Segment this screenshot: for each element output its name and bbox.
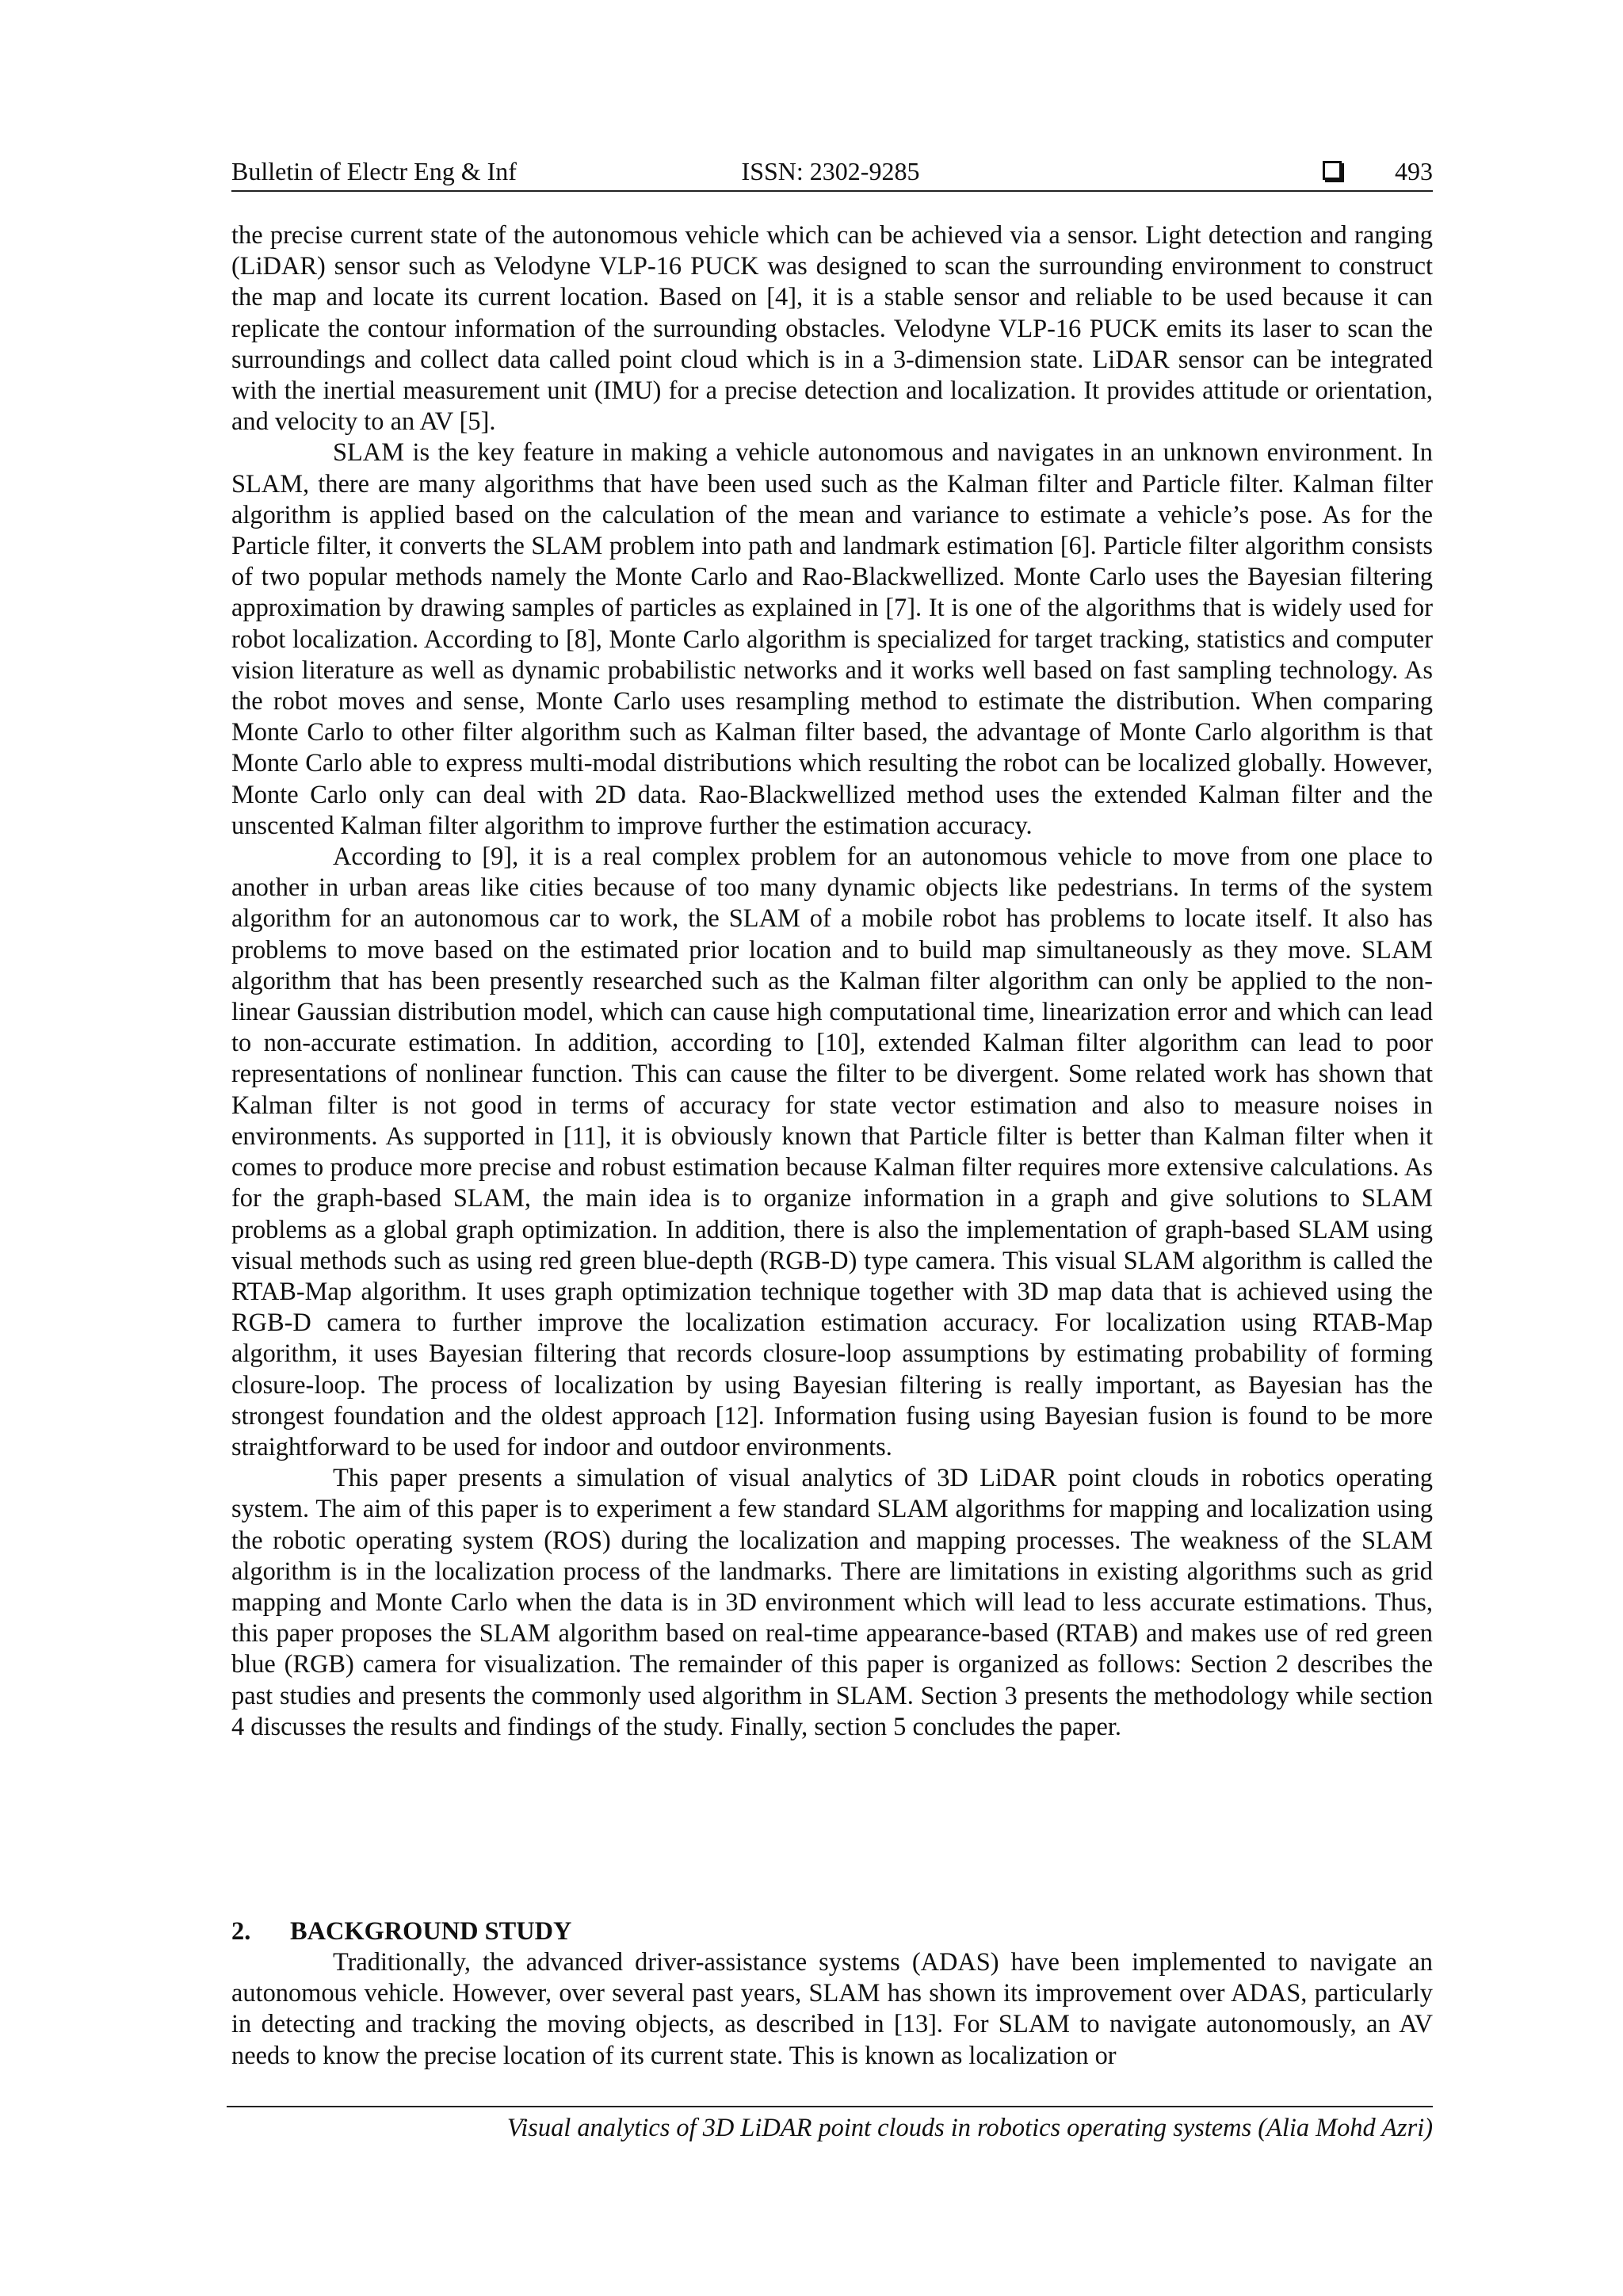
- paragraph: Traditionally, the advanced driver-assistance systems (ADAS) have been implemented to navigate an autonomous vehicle. However, over several past years, SLAM has shown its improvement over ADAS, particularly in detecting and tracking the moving objects, as described in [13]. For SLAM to navigate autonomously, an AV needs to know the precise location of its current state. This is known as localization or: [231, 1948, 1433, 2070]
- paragraph: This paper presents a simulation of visual analytics of 3D LiDAR point clouds in robotics operating system. The aim of this paper is to experiment a few standard SLAM algorithms for mapping and localization using the robotic operating system (ROS) during the localization and mapping processes. The weakness of the SLAM algorithm is in the localization process of the landmarks. There are limitations in existing algorithms such as grid mapping and Monte Carlo when the data is in 3D environment which will lead to less accurate estimations. Thus, this paper proposes the SLAM algorithm based on real-time appearance-based (RTAB) and makes use of red green blue (RGB) camera for visualization. The remainder of this paper is organized as follows: Section 2 describes the past studies and presents the commonly used algorithm in SLAM. Section 3 presents the methodology while section 4 discusses the results and findings of the study. Finally, section 5 concludes the paper.: [231, 1464, 1433, 1741]
- section-title: BACKGROUND STUDY: [290, 1917, 572, 1946]
- paragraph: SLAM is the key feature in making a vehicle autonomous and navigates in an unknown environment. In SLAM, there are many algorithms that have been used such as the Kalman filter and Particle filter. Kalman filter algorithm is applied based on the calculation of the mean and variance to estimate a vehicle’s pose. As for the Particle filter, it converts the SLAM problem into path and landmark estimation [6]. Particle filter algorithm consists of two popular methods namely the Monte Carlo and Rao-Blackwellized. Monte Carlo uses the Bayesian filtering approximation by drawing samples of particles as explained in [7]. It is one of the algorithms that is widely used for robot localization. According to [8], Monte Carlo algorithm is specialized for target tracking, statistics and computer vision literature as well as dynamic probabilistic networks and it works well based on fast sampling technology. As the robot moves and sense, Monte Carlo uses resampling method to estimate the distribution. When comparing Monte Carlo to other filter algorithm such as Kalman filter based, the advantage of Monte Carlo algorithm is that Monte Carlo able to express multi-modal distributions which resulting the robot can be localized globally. However, Monte Carlo only can deal with 2D data. Rao-Blackwellized method uses the extended Kalman filter and the unscented Kalman filter algorithm to improve further the estimation accuracy.: [231, 438, 1433, 840]
- section-body: [231, 1947, 1433, 2072]
- running-footer: Visual analytics of 3D LiDAR point clouds in robotics operating systems (Alia Mohd Azri): [506, 2114, 1433, 2142]
- body-text: [231, 220, 1433, 1743]
- square-box-icon: [1323, 161, 1342, 180]
- running-header: [231, 155, 1433, 192]
- page-number: 493: [1395, 157, 1433, 185]
- section-heading: [231, 1916, 1433, 1947]
- section-number: 2.: [231, 1917, 251, 1946]
- issn-number: ISSN: 2302-9285: [741, 157, 920, 185]
- paragraph: the precise current state of the autonomous vehicle which can be achieved via a sensor. Light detection and ranging (LiDAR) sensor such as Velodyne VLP-16 PUCK was designed to scan the surrounding environment to construct the map and locate its current location. Based on [4], it is a stable sensor and reliable to be used because it can replicate the contour information of the surrounding obstacles. Velodyne VLP-16 PUCK emits its laser to scan the surroundings and collect data called point cloud which is in a 3-dimension state. LiDAR sensor can be integrated with the inertial measurement unit (IMU) for a precise detection and localization. It provides attitude or orientation, and velocity to an AV [5].: [231, 221, 1433, 437]
- footer-divider: [227, 2106, 1433, 2107]
- journal-name: Bulletin of Electr Eng & Inf: [231, 157, 517, 185]
- paragraph: According to [9], it is a real complex problem for an autonomous vehicle to move from one place to another in urban areas like cities because of too many dynamic objects like pedestrians. In terms of the system algorithm for an autonomous car to work, the SLAM of a mobile robot has problems to locate itself. It also has problems to move based on the estimated prior location and to build map simultaneously as they move. SLAM algorithm that has been presently researched such as the Kalman filter algorithm can only be applied to the non-linear Gaussian distribution model, which can cause high computational time, linearization error and which can lead to non-accurate estimation. In addition, according to [10], extended Kalman filter algorithm can lead to poor representations of nonlinear function. This can cause the filter to be divergent. Some related work has shown that Kalman filter is not good in terms of accuracy for state vector estimation and also to measure noises in environments. As supported in [11], it is obviously known that Particle filter is better than Kalman filter when it comes to produce more precise and robust estimation because Kalman filter requires more extensive calculations. As for the graph-based SLAM, the main idea is to organize information in a graph and give solutions to SLAM problems as a global graph optimization. In addition, there is also the implementation of graph-based SLAM using visual methods such as using red green blue-depth (RGB-D) type camera. This visual SLAM algorithm is called the RTAB-Map algorithm. It uses graph optimization technique together with 3D map data that is achieved using the RGB-D camera to further improve the localization estimation accuracy. For localization using RTAB-Map algorithm, it uses Bayesian filtering that records closure-loop assumptions by estimating probability of forming closure-loop. The process of localization by using Bayesian filtering is really important, as Bayesian has the strongest foundation and the oldest approach [12]. Information fusing using Bayesian fusion is found to be more straightforward to be used for indoor and outdoor environments.: [231, 842, 1433, 1461]
